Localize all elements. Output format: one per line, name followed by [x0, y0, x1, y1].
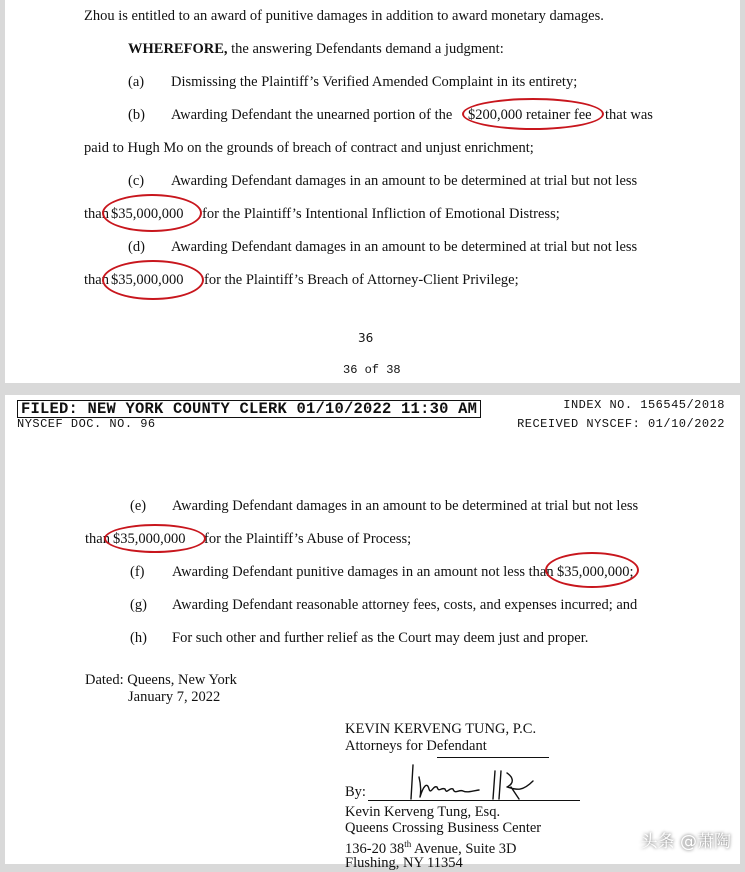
- firm-role: Attorneys for Defendant: [345, 738, 487, 754]
- received-date: RECEIVED NYSCEF: 01/10/2022: [517, 417, 725, 431]
- firm-name: KEVIN KERVENG TUNG, P.C.: [345, 721, 537, 737]
- red-annotation-circle: [102, 194, 202, 232]
- wherefore-rest: the answering Defendants demand a judgment:: [227, 41, 504, 57]
- item-e-pre: than: [85, 531, 110, 547]
- divider: [437, 757, 549, 758]
- item-h-label: (h): [130, 630, 147, 646]
- item-b-pre: Awarding Defendant the unearned portion of the: [171, 107, 453, 123]
- item-f-label: (f): [130, 564, 145, 580]
- item-c-post: for the Plaintiff’s Intentional Infliction of Emotional Distress;: [202, 206, 560, 222]
- by-label: By:: [345, 784, 366, 800]
- wherefore-bold: WHEREFORE,: [128, 41, 228, 57]
- item-g-text: Awarding Defendant reasonable attorney fees, costs, and expenses incurred; and: [172, 597, 638, 613]
- document-page-37: [5, 395, 740, 871]
- dated-date: January 7, 2022: [128, 689, 221, 705]
- item-c-pre: than: [84, 206, 109, 222]
- handwritten-signature: [403, 763, 553, 805]
- item-d-label: (d): [128, 239, 145, 255]
- page-of: 36 of 38: [343, 363, 401, 377]
- item-b-label: (b): [128, 107, 145, 123]
- item-a-label: (a): [128, 74, 145, 90]
- filed-stamp: FILED: NEW YORK COUNTY CLERK 01/10/2022 11:30 AM: [17, 400, 481, 418]
- red-annotation-circle: [462, 98, 604, 130]
- red-annotation-circle: [545, 552, 639, 588]
- item-c-text: Awarding Defendant damages in an amount to be determined at trial but not less: [171, 173, 638, 189]
- dated-location: Dated: Queens, New York: [85, 672, 237, 688]
- item-d-amount: $35,000,000: [111, 272, 184, 288]
- address-line-2: 136-20 38th Avenue, Suite 3D: [345, 839, 517, 857]
- item-b-line2: paid to Hugh Mo on the grounds of breach of contract and unjust enrichment;: [84, 140, 534, 156]
- item-d-post: for the Plaintiff’s Breach of Attorney-Client Privilege;: [204, 272, 519, 288]
- item-d-pre: than: [84, 272, 109, 288]
- intro-line: Zhou is entitled to an award of punitive damages in addition to award monetary damages.: [84, 8, 604, 24]
- page-number: 36: [358, 331, 374, 345]
- item-e-text: Awarding Defendant damages in an amount to be determined at trial but not less: [172, 498, 639, 514]
- document-page-36: [5, 0, 740, 383]
- red-annotation-circle: [104, 524, 206, 553]
- item-d-text: Awarding Defendant damages in an amount to be determined at trial but not less: [171, 239, 638, 255]
- wherefore-line: [128, 40, 504, 58]
- item-e-amount: $35,000,000: [113, 531, 186, 547]
- item-c-amount: $35,000,000: [111, 206, 184, 222]
- signer-name: Kevin Kerveng Tung, Esq.: [345, 804, 501, 820]
- watermark: 头条 @萧陶: [640, 832, 731, 852]
- item-e-label: (e): [130, 498, 147, 514]
- item-a-text: Dismissing the Plaintiff’s Verified Amended Complaint in its entirety;: [171, 74, 578, 90]
- item-c-label: (c): [128, 173, 145, 189]
- item-b-amount: $200,000 retainer fee: [468, 107, 592, 123]
- index-number: INDEX NO. 156545/2018: [563, 398, 725, 412]
- nyscef-doc-number: NYSCEF DOC. NO. 96: [17, 417, 156, 431]
- red-annotation-circle: [102, 260, 204, 300]
- item-e-post: for the Plaintiff’s Abuse of Process;: [204, 531, 412, 547]
- item-f-amount: $35,000,000;: [557, 564, 634, 580]
- address-line-3: Flushing, NY 11354: [345, 855, 463, 871]
- item-g-label: (g): [130, 597, 147, 613]
- item-b-post: that was: [605, 107, 653, 123]
- item-f-pre: Awarding Defendant punitive damages in an amount not less than: [172, 564, 554, 580]
- address-line-1: Queens Crossing Business Center: [345, 820, 542, 836]
- item-h-text: For such other and further relief as the Court may deem just and proper.: [172, 630, 589, 646]
